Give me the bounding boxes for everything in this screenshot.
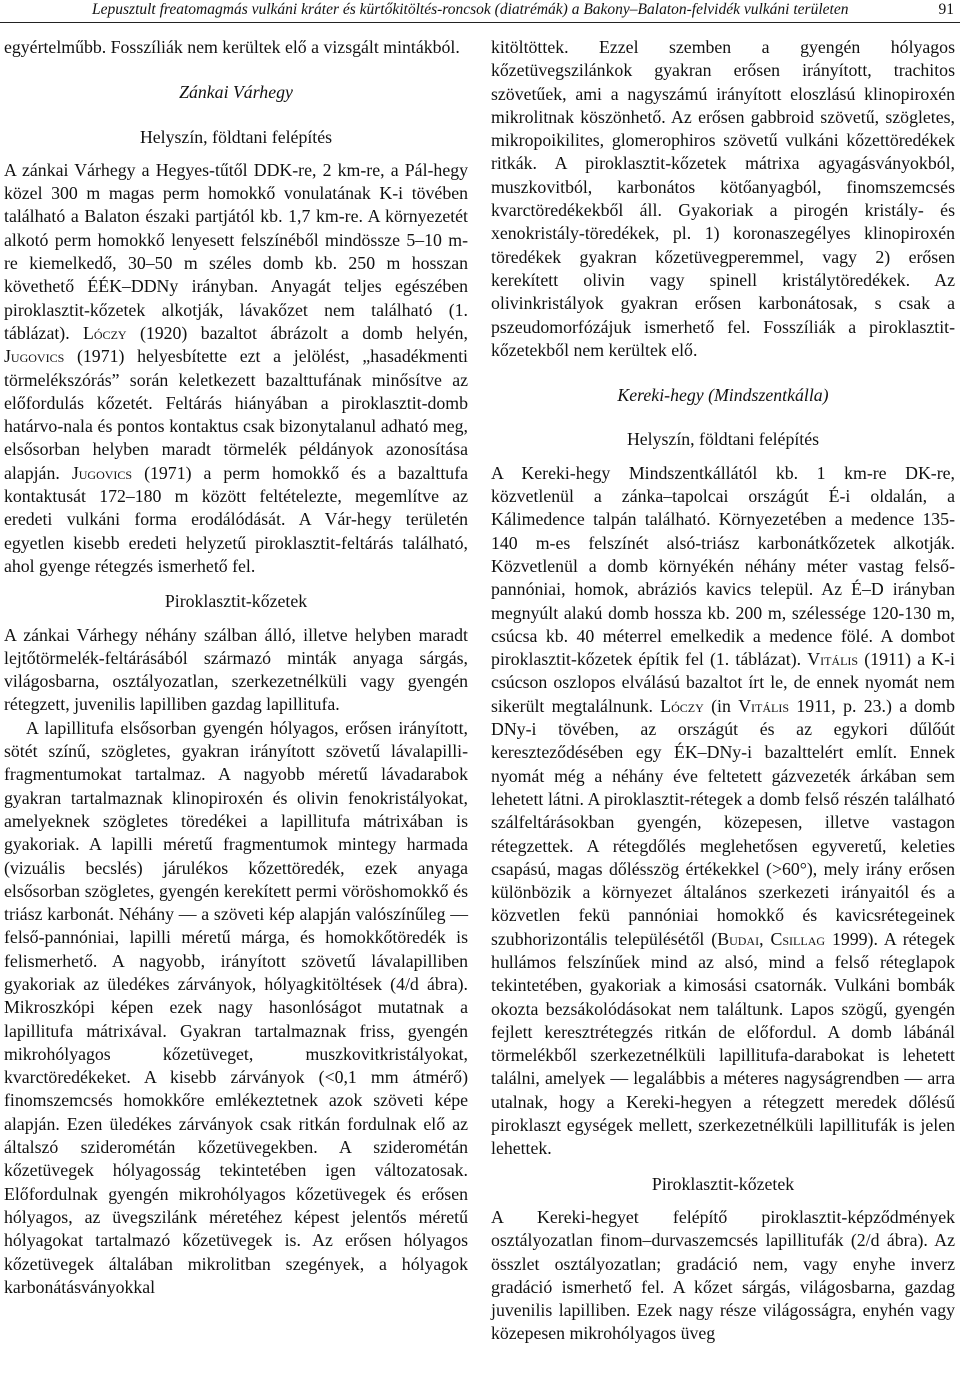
author-name: Lóczy bbox=[660, 695, 704, 716]
section-heading: Helyszín, földtani felépítés bbox=[626, 429, 820, 450]
running-title: Lepusztult freatomagmás vulkáni kráter és kürtőkitöltés-roncsok (diatrémák) a Bakony–Balaton-felvidék vulkáni területen bbox=[92, 1, 849, 18]
author-name: Lóczy bbox=[83, 322, 127, 343]
header-rule bbox=[0, 22, 960, 23]
text-run: (1911) a K-i csúcson oszlopos elválású bazaltot írt le, de ennek nyomát nem sikerült megtalálnunk. bbox=[491, 649, 955, 716]
paragraph: A zánkai Várhegy néhány szálban álló, illetve helyben maradt lejtőtörmelék-feltárásából származó minták anyaga sárgás, világosbarna, osztályozatlan, szerkezetnélküli vagy gyengén rétegzett, juvenilis lapilliben gazdag lapillitufa. bbox=[4, 624, 468, 715]
author-name: Jugovics bbox=[71, 462, 133, 483]
paragraph: A Kereki-hegyet felépítő piroklasztit-képződmények osztályozatlan finom–durvaszemcsés lapillitufák (2/d ábra). Az összlet osztályozatlan; gradáció nem, vagy enyhe inverz gradáció ismerhető fel. A kőzet sárgás, világosbarna, gazdag juvenilis lapilliben. Ezek nagy része világosságra, enyhén vagy közepesen mikrohólyagos üveg bbox=[491, 1206, 955, 1344]
author-name: Budai bbox=[717, 928, 760, 949]
left-column bbox=[4, 36, 468, 1299]
right-column bbox=[491, 36, 955, 1346]
paragraph bbox=[4, 159, 468, 578]
text-run: (1920) bazaltot ábrázolt a domb helyén, bbox=[126, 322, 468, 343]
paragraph: A lapillitufa elsősorban gyengén hólyagos, erősen irányított, sötét színű, szögletes, gyakran irányított szövetű lávalapilli-fragmentumokat tartalmaz. A nagyobb méretű lávadarabok gyakran tartalmaznak klinopiroxén és olivin fenokristályokat, amelyeknek szögletes töredékei a lapillitufa mátrixában is gyakoriak. A lapilli méretű fragmentumok mintegy harmada (vizuális becslés) járulékos kőzettöredék, ezek anyaga elsősorban szögletes, gyengén kerekített permi vöröshomokkő és triász karbonát. Néhány — a szöveti kép alapján valószínűleg — felső-pannóniai, lapilli méretű márga, és homokkőtöredék is felismerhető. A nagyobb, irányított szövetű lávalapilliben gyakoriak az üledékes zárványok, hólyagkitöltések (4/d ábra). Mikroszkópi képen ezek nagy hasonlóságot mutatnak a lapillitufa mátrixával. Gyakran tartalmaznak friss, gyengén mikrohólyagos kőzetüveget, muszkovitkristályokat, kvarctöredékeket. A kisebb zárványok (<0,1 mm átmérő) finomszemcsés homokkőre emlékeztetnek azok szöveti képe alapján. Ezen üledékes zárványok csak ritkán fordulnak elő az általszó sziderométán kőzetüvegekben. A sziderométán kőzetüvegek hólyagosság tekintetében igen változatosak. Előfordulnak gyengén mikrohólyagos kőzetüvegek és erősen hólyagos, az üvegszilánk méretéhez képest jelentős méretű hólyagokat tartalmazó kőzetüvegek is. Az erősen hólyagos kőzetüvegek általában mikrolitban szegények, a hólyagok karbonátásványokkal bbox=[4, 717, 468, 1297]
section-heading: Helyszín, földtani felépítés bbox=[139, 126, 333, 147]
text-run: (in bbox=[703, 695, 739, 716]
author-name: Jugovics bbox=[4, 346, 65, 367]
paragraph bbox=[491, 462, 955, 1161]
text-run: 1999). A rétegek hullámos felszínűek mind az alsó, mind a felső réteglapok tekintetében, gyakoriak a kimosási csatornák. Vulkáni bombák okozta bezsákolódásokat nem találtunk. Lapos szögű, gyengén fejlett keresztrétegzés ritkán de előfordul. A domb lábánál törmelékből szerkezetnélküli lapillitufa-darabokat is lehetett találni, amelyek — legalábbis a méteres nagyságrendben — arra utalnak, hogy a Kereki-hegyen a rétegzett meredek dőlésű piroklaszt egységek mellett, szerkezetnélküli lapillitufák is jelen lehettek. bbox=[491, 928, 956, 1159]
location-title: Zánkai Várhegy bbox=[179, 82, 293, 103]
text-run: A Kereki-hegy Mindszentkállától kb. 1 km-re DK-re, közvetlenül a zánka–tapolcai országút É-i oldalán, a Kálimedence talpán található. Környezetében a medence 135-140 m-es felszínét alsó-triász karbonátkőzetek alkotják. Közvetlenül a domb környékén néhány méter vastag felső-pannóniai, homok, abráziós kavics települ. Az É–D irányban megnyúlt alakú domb hossza kb. 200 m, szélessége 120-130 m, csúcsa kb. 40 méterrel emelkedik a medence fölé. A dombot piroklasztit-kőzetek építik fel (1. táblázat). bbox=[491, 462, 955, 670]
section-heading: Piroklasztit-kőzetek bbox=[651, 1173, 795, 1194]
text-run: (1971) helyesbítette ezt a jelölést, „hasadékmenti törmelékszórás” során keletkezett bazalttufának minősítve az előfordulás kőzetét. Feltárás hiányában a piroklasztit-domb határvo-nala és pontos kontaktus csak bizonytalanul adható meg, elsősorban helyben maradt törmelék példányok azonosítása alapján. bbox=[4, 346, 468, 483]
author-name: Vitális bbox=[738, 695, 790, 716]
paragraph: kitöltöttek. Ezzel szemben a gyengén hólyagos kőzetüvegszilánkok gyakran erősen irányított, trachitos szövetűek, ami a nagyszámú irányított eloszlású klinopiroxén mikrolitnak köszönhető. Az erősen gabbroid szövetű, szögletes, mikropoikilites, glomerophiros szövetű vulkáni kőzettöredékek ritkák. A piroklasztit-kőzetek mátrixa agyagásványokból, muszkovitból, karbonátos kötőanyagból, finomszemcsés kvarctöredékekből áll. Gyakoriak a pirogén kristály- és xenokristály-töredékek, pl. 1) koronaszegélyes klinopiroxén töredékek gyakran kőzetüvegperemmel, vagy 2) erősen kerekített olivin vagy spinell kristálytöredékek. Az olivinkristályok gyakran erősen karbonátosak, s csak a pszeudomorfózájuk ismerhető fel. Fosszíliák a piroklasztit-kőzetekből nem kerültek elő. bbox=[491, 37, 955, 360]
running-header bbox=[0, 0, 960, 26]
text-run: 1911, p. 23.) a domb DNy-i tövében, az országút és az egykori dűlőút kereszteződésében egy ÉK–DNy-i bazalttelért említ. Ennek nyomát még a néhány éve feltetett gázvezeték árkában sem lehetett látni. A piroklasztit-rétegek a domb felső részén található szálfeltárásokban gyengén, közepesen, illetve vastagon rétegzettek. A rétegdőlés meglehetősen egyveretű, keleties csapású, magas dőlésszög értékekkel (>60°), mely irány erősen különbözik a környezet általános szerkezeti irányaitól és a közvetlen fekü pannóniai homokkő és kavicsrétegeinek szubhorizontális településétől ( bbox=[491, 695, 955, 949]
text-run: (1971) a perm homokkő és a bazalttufa kontaktusát 172–180 m között feltételezte, megemlítve az eredeti vulkáni forma erodálódását. A Vár-hegy területén egyetlen kisebb eredeti helyzetű piroklasztit-feltárás található, ahol gyenge rétegzés ismerhető fel. bbox=[4, 462, 469, 576]
text-run: , bbox=[759, 928, 771, 949]
text-run: A zánkai Várhegy a Hegyes-tűtől DDK-re, 2 km-re, a Pál-hegy közel 300 m magas perm homokkő vonulatának K-i tövében található a Balaton északi partjától kb. 1,7 km-re. A környezetét alkotó perm homokkő lenyesett felszínéből mindössze 5–10 m-re kiemelkedő, 30–50 m széles domb kb. 250 m hosszan követhető ÉÉK–DDNy irányban. Anyagát teljes egészében piroklasztit-kőzetek alkotják, lávakőzet nem található (1. táblázat). bbox=[4, 159, 468, 343]
paragraph: egyértelműbb. Fosszíliák nem kerültek elő a vizsgált mintákból. bbox=[4, 37, 460, 57]
author-name: Csillag bbox=[770, 928, 826, 949]
author-name: Vitális bbox=[807, 649, 859, 670]
section-heading: Piroklasztit-kőzetek bbox=[164, 591, 308, 612]
location-title: Kereki-hegy (Mindszentkálla) bbox=[617, 385, 829, 406]
page-number: 91 bbox=[938, 1, 954, 18]
